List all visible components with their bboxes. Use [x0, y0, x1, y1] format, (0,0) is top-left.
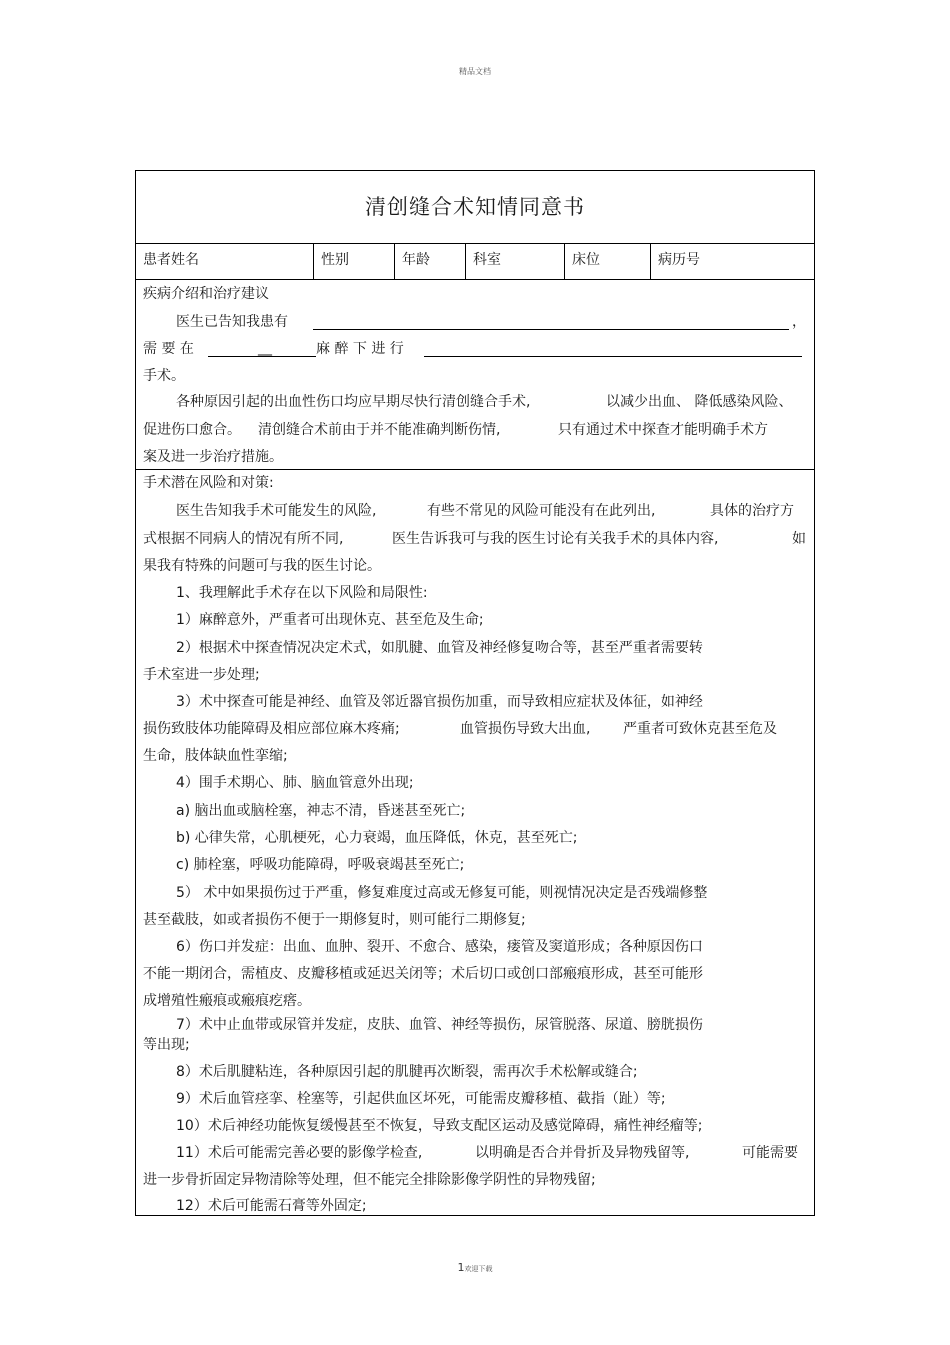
footer-text: 欢迎下载 [464, 1265, 493, 1273]
risk-text: 6）伤口并发症：出血、血肿、裂开、不愈合、感染，瘘管及窦道形成；各种原因伤口 [176, 939, 703, 955]
risk-text: 8）术后肌腱粘连，各种原因引起的肌腱再次断裂，需再次手术松解或缝合; [176, 1064, 638, 1080]
consent-form [135, 170, 815, 1216]
risk-text: 成增殖性瘢痕或瘢痕疙瘩。 [143, 993, 311, 1009]
patient-name-label: 患者姓名 [143, 252, 199, 268]
risk-text: 11）术后可能需完善必要的影像学检查, [176, 1145, 423, 1161]
risk-text: 式根据不同病人的情况有所不同, [143, 531, 344, 547]
risk-text: 不能一期闭合，需植皮、皮瓣移植或延迟关闭等；术后切口或创口部瘢痕形成，甚至可能形 [143, 966, 703, 982]
diagnosis-label: 医生已告知我患有 [176, 314, 288, 330]
risk-text: 甚至截肢，如或者损伤不便于一期修复时，则可能行二期修复; [143, 912, 526, 928]
department-label: 科室 [465, 243, 564, 279]
risk-text: 损伤致肢体功能障碍及相应部位麻木疼痛; [143, 721, 400, 737]
risk-text: 10）术后神经功能恢复缓慢甚至不恢复，导致支配区运动及感觉障碍，痛性神经瘤等; [176, 1118, 703, 1134]
risk-text: 手术室进一步处理; [143, 667, 260, 683]
page-number: 1 [457, 1261, 465, 1274]
intro-text: 案及进一步治疗措施。 [143, 449, 283, 465]
surgery-word: 手术。 [143, 368, 185, 384]
risk-text: 3）术中探查可能是神经、血管及邻近器官损伤加重，而导致相应症状及体征，如神经 [176, 694, 703, 710]
risk-text: 7）术中止血带或尿管并发症，皮肤、血管、神经等损伤，尿管脱落、尿道、膀胱损伤 [176, 1017, 703, 1033]
risk-section [136, 469, 814, 1215]
comma: ， [792, 314, 806, 330]
gender-label: 性别 [313, 243, 394, 279]
bed-label: 床位 [564, 243, 650, 279]
intro-text: 促进伤口愈合。 [143, 422, 241, 438]
risk-text: c) 肺栓塞，呼吸功能障碍，呼吸衰竭甚至死亡; [176, 857, 465, 873]
risk-text: 12）术后可能需石膏等外固定; [176, 1198, 367, 1214]
risk-text: 1、我理解此手术存在以下风险和局限性: [176, 585, 428, 601]
risk-text: 医生告诉我可与我的医生讨论有关我手术的具体内容, [392, 531, 719, 547]
age-label: 年龄 [394, 243, 465, 279]
anesthesia-mark: __ [258, 340, 272, 356]
risk-text: 医生告知我手术可能发生的风险, [176, 503, 377, 519]
risk-text: 具体的治疗方 [710, 503, 794, 519]
form-title: 清创缝合术知情同意书 [365, 195, 585, 219]
disease-intro-section [136, 279, 814, 470]
anesthesia-prefix: 需 要 在 [143, 341, 194, 357]
risk-text: 以明确是否合并骨折及异物残留等, [475, 1145, 690, 1161]
risk-text: 如 [792, 531, 806, 547]
record-number-label: 病历号 [650, 243, 814, 279]
page-footer [0, 1261, 950, 1274]
patient-info-row [136, 243, 814, 280]
title-row [136, 171, 814, 244]
risk-text: 可能需要 [742, 1145, 798, 1161]
page-header-text: 精品文档 [459, 67, 491, 76]
risk-text: 生命，肢体缺血性挛缩; [143, 748, 288, 764]
risk-text: 有些不常见的风险可能没有在此列出, [427, 503, 656, 519]
intro-text: 只有通过术中探查才能明确手术方 [558, 422, 768, 438]
risk-text: 果我有特殊的问题可与我的医生讨论。 [143, 558, 381, 574]
risk-text: 2）根据术中探查情况决定术式，如肌腱、血管及神经修复吻合等，甚至严重者需要转 [176, 640, 703, 656]
risk-text: 5） 术中如果损伤过于严重，修复难度过高或无修复可能，则视情况决定是否残端修整 [176, 885, 708, 901]
risk-text: 9）术后血管痉挛、栓塞等，引起供血区坏死，可能需皮瓣移植、截指（趾）等; [176, 1091, 666, 1107]
diagnosis-field[interactable] [313, 329, 789, 330]
risk-text: a) 脑出血或脑栓塞，神志不清，昏迷甚至死亡; [176, 803, 466, 819]
intro-text: 清创缝合术前由于并不能准确判断伤情, [258, 422, 501, 438]
surgery-name-field[interactable] [424, 356, 802, 357]
section-heading: 手术潜在风险和对策: [143, 475, 274, 491]
risk-text: 严重者可致休克甚至危及 [623, 721, 777, 737]
section-heading: 疾病介绍和治疗建议 [143, 286, 269, 302]
risk-text: 进一步骨折固定异物清除等处理，但不能完全排除影像学阴性的异物残留; [143, 1172, 596, 1188]
risk-text: 1）麻醉意外，严重者可出现休克、甚至危及生命; [176, 612, 484, 628]
risk-text: 4）围手术期心、肺、脑血管意外出现; [176, 775, 414, 791]
anesthesia-text: 麻 醉 下 进 行 [316, 341, 404, 357]
intro-text: 以减少出血、 降低感染风险、 [606, 394, 793, 410]
intro-text: 各种原因引起的出血性伤口均应早期尽快行清创缝合手术, [176, 394, 531, 410]
risk-text: 等出现; [143, 1037, 190, 1053]
risk-text: 血管损伤导致大出血, [460, 721, 591, 737]
risk-text: b) 心律失常，心肌梗死，心力衰竭，血压降低，休克，甚至死亡; [176, 830, 578, 846]
